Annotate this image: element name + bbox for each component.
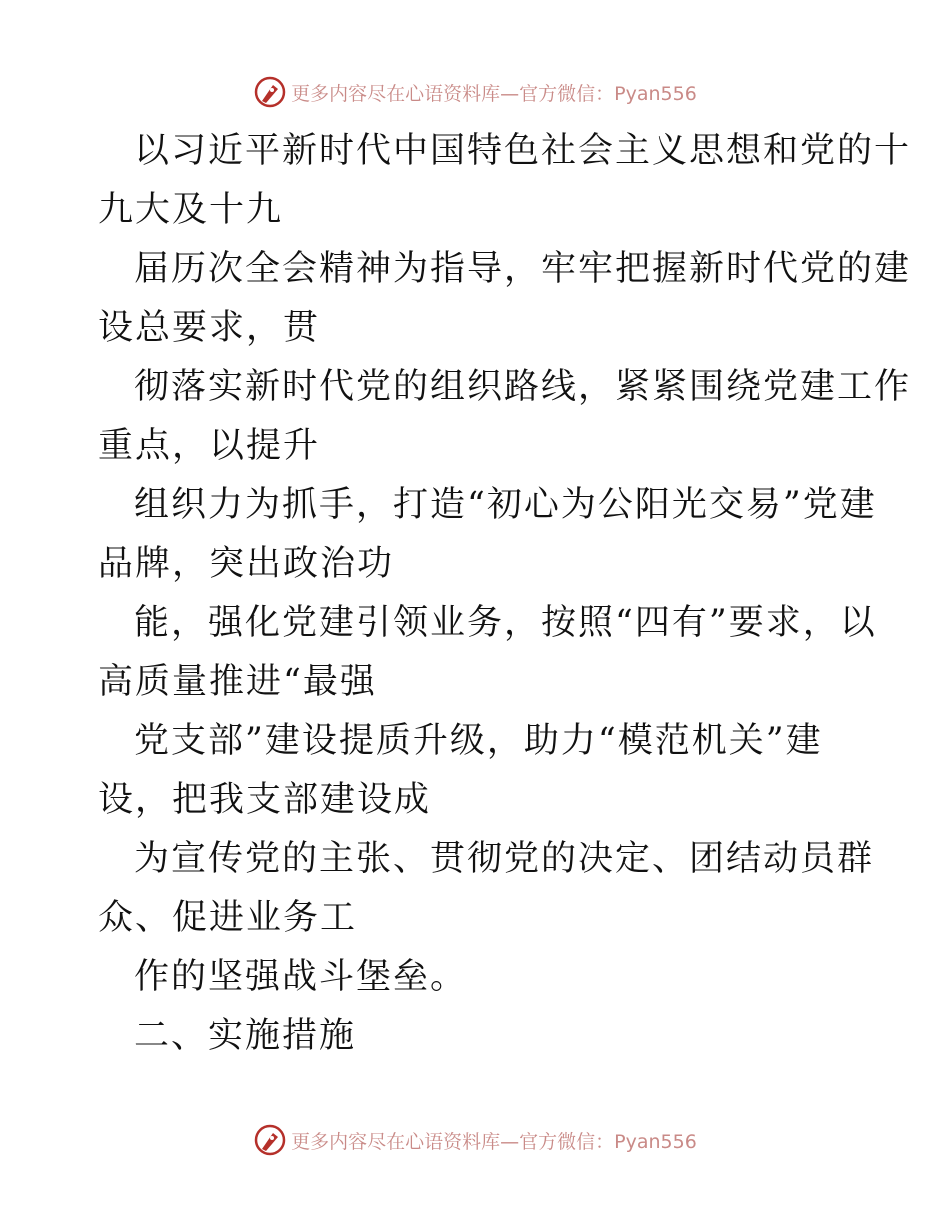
pen-nib-logo-icon [253,75,287,109]
footer-watermark [0,1120,950,1160]
document-body [98,122,912,1066]
watermark-text: 更多内容尽在心语资料库—官方微信：Pyan556 [291,1130,697,1153]
paragraph-line: 党支部”建设提质升级，助力“模范机关”建 [134,721,823,761]
paragraph-line: 二、实施措施 [134,1016,357,1056]
paragraph-line: 能，强化党建引领业务，按照“四有”要求，以 [134,603,877,643]
pen-nib-logo-icon [253,1123,287,1157]
paragraph-line: 众、促进业务工 [98,898,358,938]
paragraph-line: 设总要求，贯 [98,308,321,348]
paragraph-line: 以习近平新时代中国特色社会主义思想和党的十 [134,131,912,171]
paragraph-line: 彻落实新时代党的组织路线，紧紧围绕党建工作 [134,367,912,407]
paragraph-line: 品牌，突出政治功 [98,544,395,584]
paragraph-line: 高质量推进“最强 [98,662,377,702]
paragraph-line: 重点，以提升 [98,426,321,466]
paragraph-line: 组织力为抓手，打造“初心为公阳光交易”党建 [134,485,877,525]
paragraph-line: 届历次全会精神为指导，牢牢把握新时代党的建 [134,249,912,289]
header-watermark [0,72,950,112]
paragraph-line: 为宣传党的主张、贯彻党的决定、团结动员群 [134,839,875,879]
paragraph-line: 设，把我支部建设成 [98,780,432,820]
paragraph-line: 九大及十九 [98,190,284,230]
paragraph-line: 作的坚强战斗堡垒。 [134,957,468,997]
watermark-text: 更多内容尽在心语资料库—官方微信：Pyan556 [291,82,697,105]
